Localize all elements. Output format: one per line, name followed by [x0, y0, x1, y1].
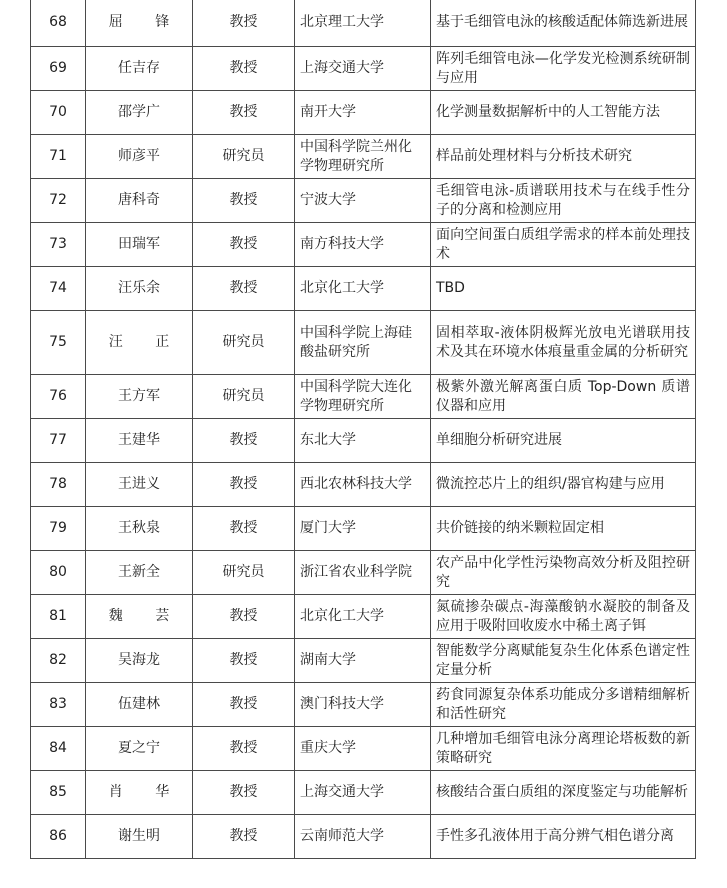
speaker-title-cell: 教授 [193, 771, 295, 815]
speaker-title-cell: 教授 [193, 267, 295, 311]
talk-topic-cell: 极紫外激光解离蛋白质 Top-Down 质谱仪器和应用 [431, 375, 696, 419]
table-row [31, 375, 696, 419]
institution-cell: 南开大学 [295, 91, 431, 135]
table-row [31, 179, 696, 223]
speaker-name-cell: 田瑞军 [86, 223, 193, 267]
row-number-cell: 73 [31, 223, 86, 267]
speaker-title-cell: 教授 [193, 507, 295, 551]
table-row [31, 463, 696, 507]
institution-cell: 浙江省农业科学院 [295, 551, 431, 595]
talk-topic-cell: 共价链接的纳米颗粒固定相 [431, 507, 696, 551]
table-row [31, 551, 696, 595]
speaker-table-body [31, 0, 696, 859]
row-number-cell: 86 [31, 815, 86, 859]
speaker-name-cell: 伍建林 [86, 683, 193, 727]
talk-topic-cell: 单细胞分析研究进展 [431, 419, 696, 463]
institution-cell: 东北大学 [295, 419, 431, 463]
talk-topic-cell: 核酸结合蛋白质组的深度鉴定与功能解析 [431, 771, 696, 815]
talk-topic-cell: 氮硫掺杂碳点-海藻酸钠水凝胶的制备及应用于吸附回收废水中稀土离子铒 [431, 595, 696, 639]
table-row [31, 47, 696, 91]
speaker-name-cell: 任吉存 [86, 47, 193, 91]
talk-topic-cell: 智能数学分离赋能复杂生化体系色谱定性定量分析 [431, 639, 696, 683]
speaker-title-cell: 教授 [193, 463, 295, 507]
speaker-title-cell: 教授 [193, 815, 295, 859]
speaker-title-cell: 研究员 [193, 311, 295, 375]
institution-cell: 湖南大学 [295, 639, 431, 683]
table-row [31, 815, 696, 859]
speaker-name-cell: 王新全 [86, 551, 193, 595]
speaker-name-cell: 唐科奇 [86, 179, 193, 223]
institution-cell: 云南师范大学 [295, 815, 431, 859]
speaker-name-cell: 师彦平 [86, 135, 193, 179]
row-number-cell: 74 [31, 267, 86, 311]
institution-cell: 上海交通大学 [295, 47, 431, 91]
institution-cell: 上海交通大学 [295, 771, 431, 815]
institution-cell: 中国科学院上海硅酸盐研究所 [295, 311, 431, 375]
row-number-cell: 79 [31, 507, 86, 551]
table-row [31, 135, 696, 179]
row-number-cell: 75 [31, 311, 86, 375]
row-number-cell: 70 [31, 91, 86, 135]
speaker-title-cell: 研究员 [193, 551, 295, 595]
institution-cell: 西北农林科技大学 [295, 463, 431, 507]
speaker-name-cell: 王进义 [86, 463, 193, 507]
talk-topic-cell: 药食同源复杂体系功能成分多谱精细解析和活性研究 [431, 683, 696, 727]
institution-cell: 中国科学院大连化学物理研究所 [295, 375, 431, 419]
institution-cell: 重庆大学 [295, 727, 431, 771]
speaker-name-cell: 吴海龙 [86, 639, 193, 683]
speaker-name-cell: 夏之宁 [86, 727, 193, 771]
speaker-name-cell: 汪 正 [86, 311, 193, 375]
speaker-title-cell: 教授 [193, 223, 295, 267]
table-row [31, 771, 696, 815]
speaker-title-cell: 研究员 [193, 375, 295, 419]
row-number-cell: 82 [31, 639, 86, 683]
table-row [31, 223, 696, 267]
talk-topic-cell: TBD [431, 267, 696, 311]
talk-topic-cell: 微流控芯片上的组织/器官构建与应用 [431, 463, 696, 507]
table-row [31, 311, 696, 375]
speaker-name-cell: 王秋泉 [86, 507, 193, 551]
speaker-title-cell: 教授 [193, 727, 295, 771]
talk-topic-cell: 固相萃取-液体阴极辉光放电光谱联用技术及其在环境水体痕量重金属的分析研究 [431, 311, 696, 375]
speaker-name-cell: 谢生明 [86, 815, 193, 859]
speaker-title-cell: 教授 [193, 595, 295, 639]
table-row [31, 595, 696, 639]
row-number-cell: 78 [31, 463, 86, 507]
row-number-cell: 85 [31, 771, 86, 815]
talk-topic-cell: 样品前处理材料与分析技术研究 [431, 135, 696, 179]
speaker-name-cell: 屈 锋 [86, 0, 193, 47]
talk-topic-cell: 毛细管电泳-质谱联用技术与在线手性分子的分离和检测应用 [431, 179, 696, 223]
table-row [31, 0, 696, 47]
talk-topic-cell: 基于毛细管电泳的核酸适配体筛选新进展 [431, 0, 696, 47]
speaker-title-cell: 教授 [193, 179, 295, 223]
table-row [31, 507, 696, 551]
talk-topic-cell: 阵列毛细管电泳—化学发光检测系统研制与应用 [431, 47, 696, 91]
row-number-cell: 68 [31, 0, 86, 47]
talk-topic-cell: 农产品中化学性污染物高效分析及阻控研究 [431, 551, 696, 595]
institution-cell: 厦门大学 [295, 507, 431, 551]
talk-topic-cell: 手性多孔液体用于高分辨气相色谱分离 [431, 815, 696, 859]
table-row [31, 683, 696, 727]
talk-topic-cell: 化学测量数据解析中的人工智能方法 [431, 91, 696, 135]
row-number-cell: 69 [31, 47, 86, 91]
speaker-table [30, 0, 696, 859]
speaker-title-cell: 研究员 [193, 135, 295, 179]
row-number-cell: 84 [31, 727, 86, 771]
speaker-name-cell: 魏 芸 [86, 595, 193, 639]
institution-cell: 中国科学院兰州化学物理研究所 [295, 135, 431, 179]
row-number-cell: 72 [31, 179, 86, 223]
speaker-title-cell: 教授 [193, 47, 295, 91]
table-row [31, 639, 696, 683]
speaker-name-cell: 汪乐余 [86, 267, 193, 311]
speaker-name-cell: 王方军 [86, 375, 193, 419]
speaker-title-cell: 教授 [193, 91, 295, 135]
table-row [31, 91, 696, 135]
speaker-title-cell: 教授 [193, 683, 295, 727]
institution-cell: 澳门科技大学 [295, 683, 431, 727]
speaker-title-cell: 教授 [193, 0, 295, 47]
row-number-cell: 71 [31, 135, 86, 179]
speaker-title-cell: 教授 [193, 419, 295, 463]
row-number-cell: 81 [31, 595, 86, 639]
table-row [31, 727, 696, 771]
speaker-name-cell: 肖 华 [86, 771, 193, 815]
table-row [31, 419, 696, 463]
row-number-cell: 77 [31, 419, 86, 463]
speaker-title-cell: 教授 [193, 639, 295, 683]
institution-cell: 北京化工大学 [295, 595, 431, 639]
row-number-cell: 83 [31, 683, 86, 727]
row-number-cell: 76 [31, 375, 86, 419]
institution-cell: 北京化工大学 [295, 267, 431, 311]
speaker-name-cell: 邵学广 [86, 91, 193, 135]
table-row [31, 267, 696, 311]
institution-cell: 南方科技大学 [295, 223, 431, 267]
speaker-name-cell: 王建华 [86, 419, 193, 463]
talk-topic-cell: 面向空间蛋白质组学需求的样本前处理技术 [431, 223, 696, 267]
institution-cell: 宁波大学 [295, 179, 431, 223]
row-number-cell: 80 [31, 551, 86, 595]
talk-topic-cell: 几种增加毛细管电泳分离理论塔板数的新策略研究 [431, 727, 696, 771]
institution-cell: 北京理工大学 [295, 0, 431, 47]
